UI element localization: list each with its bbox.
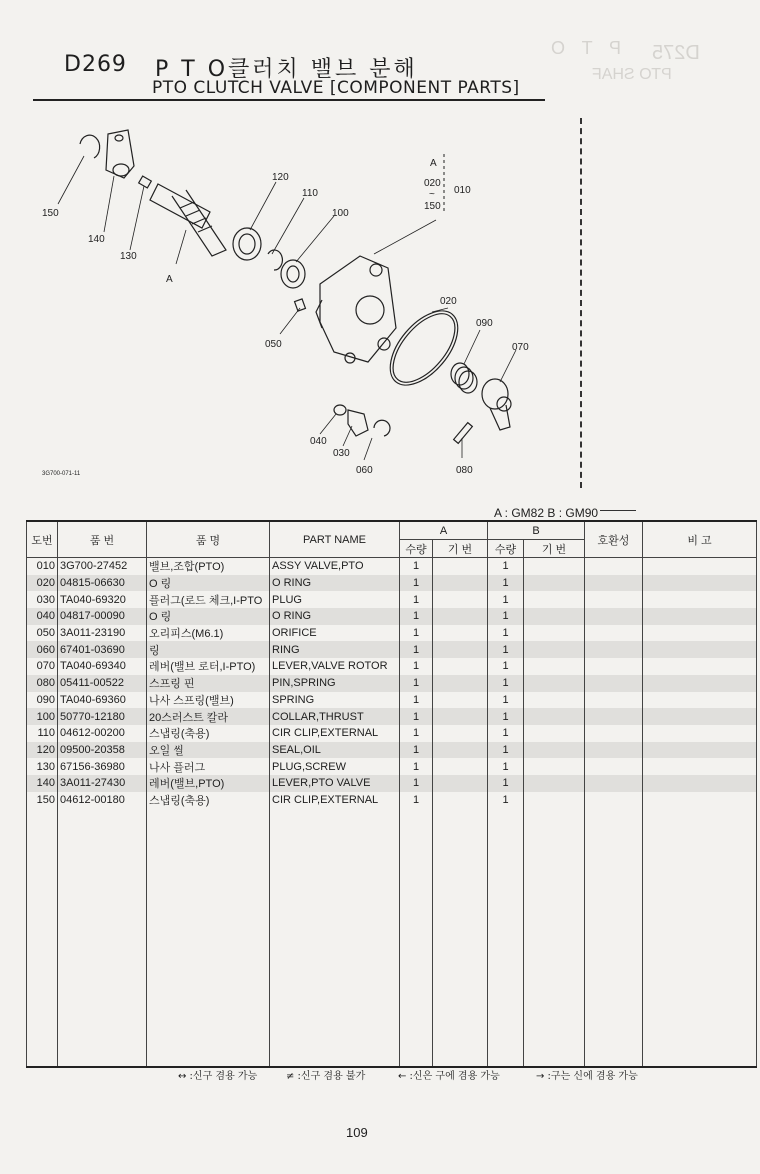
row-ref: 060 [27,641,58,658]
row-base-b [524,625,585,642]
callout-040: 040 [310,436,327,447]
row-base-a [433,792,488,809]
row-ref: 050 [27,625,58,642]
row-qty-b: 1 [488,608,524,625]
row-name-ko: O 링 [147,575,270,592]
row-interchange [585,575,643,592]
row-base-b [524,641,585,658]
row-part-name: RING [270,641,400,658]
header-ref: 도번 [27,521,58,558]
header-rule [33,99,545,101]
row-interchange [585,591,643,608]
row-part-name: CIR CLIP,EXTERNAL [270,792,400,809]
header-qty-b: 수량 [488,540,524,558]
callout-110: 110 [302,188,318,199]
row-base-b [524,775,585,792]
part-050-orifice [295,299,306,311]
row-ref: 140 [27,775,58,792]
callout-120: 120 [272,172,289,183]
row-remarks [643,658,757,675]
blank-cell [147,808,270,1067]
table-row [27,575,757,592]
row-base-a [433,575,488,592]
callout-030: 030 [333,448,350,459]
row-remarks [643,692,757,709]
diagram-divider [580,118,582,488]
blank-cell [270,808,400,1067]
row-part-no: TA040-69320 [58,591,147,608]
row-remarks [643,725,757,742]
row-interchange [585,708,643,725]
row-part-name: PIN,SPRING [270,675,400,692]
row-remarks [643,742,757,759]
callout-090: 090 [476,318,493,329]
header-interchange: 호환성 [585,521,643,558]
row-remarks [643,675,757,692]
part-070-lever [482,379,511,430]
row-qty-a: 1 [400,591,433,608]
part-140-lever [106,130,134,178]
callout-080: 080 [456,465,473,476]
row-qty-a: 1 [400,625,433,642]
callout-a-shaft: A [166,274,173,285]
row-base-b [524,708,585,725]
model-legend: A : GM82 B : GM90 [494,506,599,520]
drawing-number: 3G700-071-11 [42,471,81,477]
row-interchange [585,558,643,575]
row-part-name: SPRING [270,692,400,709]
row-interchange [585,675,643,692]
row-name-ko: 20스러스트 칼라 [147,708,270,725]
blank-cell [433,808,488,1067]
row-base-a [433,558,488,575]
row-base-a [433,725,488,742]
row-interchange [585,725,643,742]
parts-table [26,520,757,1068]
row-qty-b: 1 [488,675,524,692]
row-interchange [585,792,643,809]
row-part-no: TA040-69360 [58,692,147,709]
row-ref: 010 [27,558,58,575]
row-part-name: CIR CLIP,EXTERNAL [270,725,400,742]
callout-130: 130 [120,251,137,262]
row-base-a [433,742,488,759]
table-row [27,558,757,575]
table-row [27,608,757,625]
row-name-ko: 오리피스(M6.1) [147,625,270,642]
callout-a-bracket: A [430,158,437,169]
row-name-ko: 밸브,조합(PTO) [147,558,270,575]
callout-060: 060 [356,465,373,476]
row-qty-b: 1 [488,641,524,658]
row-qty-b: 1 [488,625,524,642]
part-120-oil-seal [233,228,261,260]
row-remarks [643,792,757,809]
row-part-name: SEAL,OIL [270,742,400,759]
row-qty-a: 1 [400,775,433,792]
legend-rule [600,510,636,511]
part-020-o-ring [377,299,470,397]
row-part-no: 3G700-27452 [58,558,147,575]
row-base-b [524,591,585,608]
row-remarks [643,625,757,642]
row-remarks [643,608,757,625]
table-row [27,742,757,759]
row-qty-b: 1 [488,758,524,775]
row-part-no: 3A011-27430 [58,775,147,792]
blank-cell [488,808,524,1067]
row-base-b [524,558,585,575]
row-ref: 120 [27,742,58,759]
part-150-circlip [80,135,100,158]
row-name-ko: 스냅링(축용) [147,792,270,809]
table-row [27,758,757,775]
row-base-a [433,641,488,658]
row-base-b [524,658,585,675]
row-part-no: 09500-20358 [58,742,147,759]
header-group-b: B [488,521,585,540]
part-110-circlip [268,250,282,270]
row-part-name: PLUG,SCREW [270,758,400,775]
row-ref: 150 [27,792,58,809]
table-row [27,658,757,675]
row-name-ko: 플러그(로드 체크,I-PTO [147,591,270,608]
row-part-no: 3A011-23190 [58,625,147,642]
row-interchange [585,692,643,709]
row-qty-b: 1 [488,591,524,608]
row-qty-a: 1 [400,658,433,675]
header-base-b: 기 번 [524,540,585,558]
row-remarks [643,575,757,592]
page-title-english: PTO CLUTCH VALVE [COMPONENT PARTS] [152,78,520,98]
row-base-b [524,725,585,742]
row-name-ko: 스프링 핀 [147,675,270,692]
row-part-no: 67401-03690 [58,641,147,658]
callout-070: 070 [512,342,529,353]
blank-cell [643,808,757,1067]
header-group-a: A [400,521,488,540]
row-part-no: 04612-00180 [58,792,147,809]
row-qty-a: 1 [400,742,433,759]
table-row [27,692,757,709]
table-row [27,591,757,608]
row-base-a [433,608,488,625]
ghost-page-title: P T O [545,38,622,58]
blank-cell [27,808,58,1067]
callout-150-bracket: 150 [424,201,441,212]
row-part-name: LEVER,VALVE ROTOR [270,658,400,675]
row-part-no: 04817-00090 [58,608,147,625]
row-qty-b: 1 [488,558,524,575]
ghost-page-subtitle: PTO SHAF [592,66,672,83]
row-ref: 090 [27,692,58,709]
row-qty-b: 1 [488,792,524,809]
row-part-no: 04612-00200 [58,725,147,742]
legend-new-for-old: ← :신은 구에 겸용 가능 [398,1071,500,1082]
table-row [27,625,757,642]
row-base-b [524,608,585,625]
row-base-a [433,658,488,675]
exploded-view-diagram [0,104,600,504]
blank-cell [58,808,147,1067]
row-qty-b: 1 [488,775,524,792]
row-name-ko: 나사 스프링(밸브) [147,692,270,709]
row-interchange [585,608,643,625]
callout-labels [42,158,529,477]
row-ref: 130 [27,758,58,775]
row-interchange [585,775,643,792]
parts-table-body [27,558,757,1068]
callout-150: 150 [42,208,59,219]
row-ref: 110 [27,725,58,742]
header-part-name: PART NAME [270,521,400,558]
row-part-name: O RING [270,608,400,625]
row-base-b [524,758,585,775]
blank-cell [400,808,433,1067]
row-part-name: ASSY VALVE,PTO [270,558,400,575]
row-part-no: 05411-00522 [58,675,147,692]
row-qty-b: 1 [488,708,524,725]
row-base-a [433,775,488,792]
row-qty-a: 1 [400,675,433,692]
row-base-a [433,708,488,725]
callout-050: 050 [265,339,282,350]
row-remarks [643,641,757,658]
row-part-name: O RING [270,575,400,592]
part-080-spring-pin [454,423,473,444]
header-part-no: 품 번 [58,521,147,558]
row-name-ko: 레버(밸브,PTO) [147,775,270,792]
shaft-a [150,184,226,256]
row-ref: 030 [27,591,58,608]
row-part-no: TA040-69340 [58,658,147,675]
row-remarks [643,775,757,792]
row-base-b [524,792,585,809]
row-qty-b: 1 [488,575,524,592]
row-remarks [643,558,757,575]
row-name-ko: 나사 플러그 [147,758,270,775]
row-qty-a: 1 [400,641,433,658]
row-part-name: PLUG [270,591,400,608]
table-row [27,675,757,692]
part-040-o-ring [334,405,346,415]
row-interchange [585,641,643,658]
table-row [27,708,757,725]
row-base-b [524,742,585,759]
row-qty-a: 1 [400,708,433,725]
row-qty-a: 1 [400,725,433,742]
table-row [27,641,757,658]
table-blank-area [27,808,757,1067]
row-qty-a: 1 [400,692,433,709]
row-ref: 040 [27,608,58,625]
blank-cell [585,808,643,1067]
part-010-valve-body [316,256,396,363]
table-row [27,775,757,792]
row-interchange [585,742,643,759]
table-row [27,792,757,809]
row-qty-b: 1 [488,658,524,675]
row-base-a [433,758,488,775]
callout-100: 100 [332,208,349,219]
row-name-ko: 링 [147,641,270,658]
header-remarks: 비 고 [643,521,757,558]
part-130-plug [139,176,152,188]
legend-not-compatible: ≠ :신구 겸용 불가 [286,1071,366,1082]
row-interchange [585,625,643,642]
row-remarks [643,758,757,775]
row-qty-b: 1 [488,742,524,759]
row-base-a [433,625,488,642]
row-qty-a: 1 [400,758,433,775]
page-code: D269 [64,52,127,77]
row-base-b [524,675,585,692]
part-030-plug [348,410,368,436]
row-part-name: ORIFICE [270,625,400,642]
row-name-ko: 레버(밸브 로터,I-PTO) [147,658,270,675]
row-qty-b: 1 [488,692,524,709]
row-remarks [643,708,757,725]
part-100-collar [281,260,305,288]
row-qty-b: 1 [488,725,524,742]
row-base-b [524,575,585,592]
table-row [27,725,757,742]
header-name-ko: 품 명 [147,521,270,558]
row-remarks [643,591,757,608]
row-interchange [585,758,643,775]
header-qty-a: 수량 [400,540,433,558]
row-qty-a: 1 [400,792,433,809]
part-090-spring [451,363,477,393]
row-ref: 020 [27,575,58,592]
row-base-a [433,675,488,692]
row-name-ko: 오일 씰 [147,742,270,759]
legend-compatible: ↔ :신구 겸용 가능 [178,1071,258,1082]
row-qty-a: 1 [400,575,433,592]
row-base-a [433,692,488,709]
callout-140: 140 [88,234,105,245]
header-base-a: 기 번 [433,540,488,558]
row-name-ko: 스냅링(축용) [147,725,270,742]
row-qty-a: 1 [400,608,433,625]
row-base-b [524,692,585,709]
page-number: 109 [346,1125,368,1140]
callout-010: 010 [454,185,471,196]
row-part-no: 67156-36980 [58,758,147,775]
row-part-name: LEVER,PTO VALVE [270,775,400,792]
row-base-a [433,591,488,608]
row-name-ko: O 링 [147,608,270,625]
callout-tilde: ~ [429,189,435,200]
row-part-no: 04815-06630 [58,575,147,592]
callout-020-top: 020 [424,178,441,189]
legend-old-for-new: → :구는 신에 겸용 가능 [536,1071,638,1082]
row-interchange [585,658,643,675]
row-part-name: COLLAR,THRUST [270,708,400,725]
row-ref: 070 [27,658,58,675]
ghost-page-code: D275 [652,42,700,64]
row-ref: 100 [27,708,58,725]
row-part-no: 50770-12180 [58,708,147,725]
part-060-ring [374,420,390,436]
row-ref: 080 [27,675,58,692]
page-title-korean: P T O클러치 밸브 분해 [155,57,418,82]
callout-020: 020 [440,296,457,307]
blank-cell [524,808,585,1067]
row-qty-a: 1 [400,558,433,575]
